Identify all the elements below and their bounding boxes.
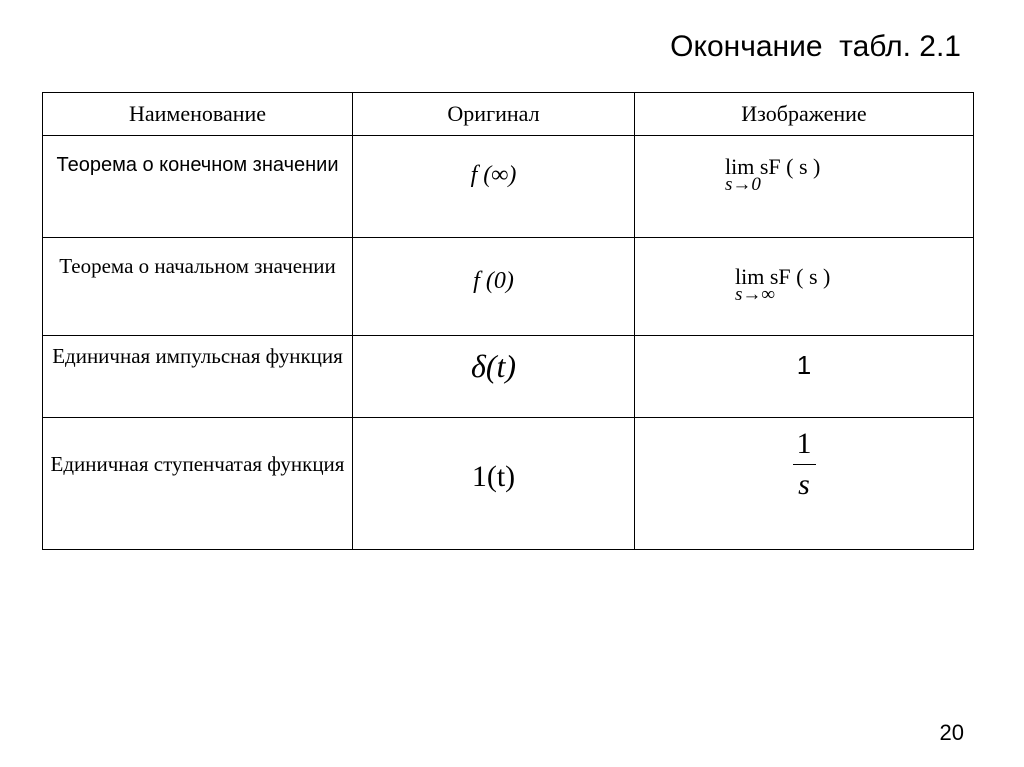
row-original-cell <box>353 238 635 336</box>
page-number: 20 <box>939 720 964 745</box>
row-name-cell <box>43 336 353 418</box>
row-original: f (∞) <box>470 162 517 188</box>
header-image: Изображение <box>635 93 974 136</box>
table-header-row <box>43 93 974 136</box>
limit-main: lim sF ( s ) <box>725 154 821 179</box>
table-row <box>43 336 974 418</box>
header-name: Наименование <box>43 93 353 136</box>
row-original: f (0) <box>473 268 514 294</box>
row-name-cell <box>43 418 353 550</box>
laplace-properties-table <box>42 92 974 550</box>
row-name: Теорема о конечном значении <box>56 154 339 176</box>
limit-expression <box>735 264 830 306</box>
row-image-cell <box>635 418 974 550</box>
limit-main: lim sF ( s ) <box>735 264 831 289</box>
row-image-cell <box>635 238 974 336</box>
fraction-numerator: 1 <box>793 428 816 465</box>
limit-subscript: s→∞ <box>735 284 775 305</box>
row-name-cell <box>43 136 353 238</box>
header-original: Оригинал <box>353 93 635 136</box>
row-original-cell <box>353 336 635 418</box>
row-name: Теорема о начальном значении <box>59 254 336 278</box>
fraction <box>793 428 816 505</box>
row-image: 1 <box>796 350 812 380</box>
row-original: δ(t) <box>470 348 517 384</box>
row-name-cell <box>43 238 353 336</box>
limit-subscript: s→0 <box>725 174 761 195</box>
row-original-cell <box>353 418 635 550</box>
limit-expression <box>725 154 820 196</box>
row-name: Единичная ступенчатая функция <box>50 452 345 476</box>
row-original-cell <box>353 136 635 238</box>
row-image-cell <box>635 136 974 238</box>
table-row <box>43 418 974 550</box>
table-row <box>43 136 974 238</box>
row-original: 1(t) <box>471 460 516 493</box>
table-row <box>43 238 974 336</box>
table-continuation-title: Окончание табл. 2.1 <box>670 30 961 63</box>
fraction-denominator: s <box>798 468 810 501</box>
row-name: Единичная импульсная функция <box>52 344 343 368</box>
row-image-cell <box>635 336 974 418</box>
